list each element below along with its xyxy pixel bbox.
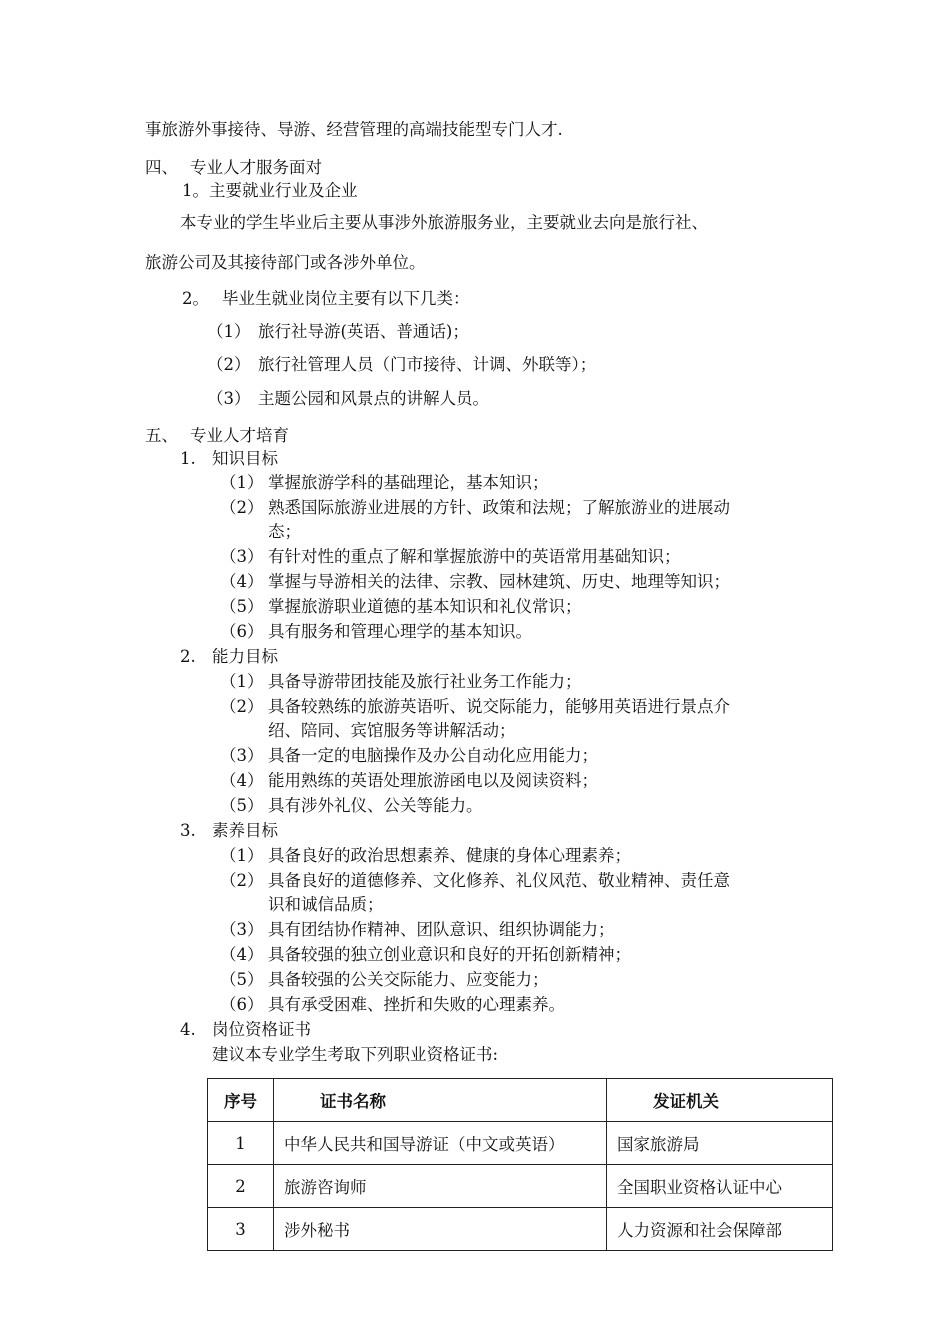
ability-item-number: （2） (220, 697, 264, 716)
job-item-text: 旅行社管理人员（门市接待、计调、外联等）； (258, 355, 597, 374)
table-row (208, 1165, 833, 1208)
knowledge-item-number: （6） (220, 622, 264, 641)
quality-item-continuation: 识和诚信品质； (268, 895, 384, 914)
knowledge-item-number: （4） (220, 572, 264, 591)
quality-item-number: （6） (220, 995, 264, 1014)
certificate-number: 4. (180, 1020, 196, 1039)
quality-item-text: 具备较强的公关交际能力、应变能力； (268, 970, 549, 989)
table-header-index: 序号 (208, 1079, 274, 1122)
knowledge-number: 1. (180, 449, 196, 468)
ability-item-number: （3） (220, 746, 264, 765)
section4-paragraph-line-2: 旅游公司及其接待部门或各涉外单位。 (145, 253, 426, 272)
table-cell-certificate: 涉外秘书 (274, 1208, 607, 1251)
table-cell-index: 2 (208, 1165, 274, 1208)
ability-item-text: 具备一定的电脑操作及办公自动化应用能力； (268, 746, 598, 765)
ability-item-continuation: 绍、陪同、宾馆服务等讲解活动； (268, 721, 516, 740)
knowledge-item-text: 有针对性的重点了解和掌握旅游中的英语常用基础知识； (268, 547, 681, 566)
job-item-number: （1） (207, 322, 251, 341)
knowledge-item-number: （1） (220, 473, 264, 492)
section4-subheading-1: 1。主要就业行业及企业 (182, 181, 358, 200)
quality-item-number: （1） (220, 846, 264, 865)
ability-item-text: 具有涉外礼仪、公关等能力。 (268, 796, 483, 815)
quality-item-text: 具有团结协作精神、团队意识、组织协调能力； (268, 920, 615, 939)
knowledge-item-number: （5） (220, 597, 264, 616)
knowledge-item-text: 掌握与导游相关的法律、宗教、园林建筑、历史、地理等知识； (268, 572, 730, 591)
quality-item-number: （2） (220, 871, 264, 890)
section4-title: 专业人才服务面对 (190, 158, 322, 177)
quality-item-number: （3） (220, 920, 264, 939)
table-cell-issuer: 人力资源和社会保障部 (607, 1208, 833, 1251)
quality-title: 素养目标 (212, 821, 278, 840)
job-item-number: （3） (207, 389, 251, 408)
quality-item-text: 具备良好的政治思想素养、健康的身体心理素养； (268, 846, 631, 865)
ability-number: 2. (180, 647, 196, 666)
knowledge-item-number: （3） (220, 547, 264, 566)
table-cell-issuer: 全国职业资格认证中心 (607, 1165, 833, 1208)
knowledge-item-text: 熟悉国际旅游业进展的方针、政策和法规；了解旅游业的进展动 (268, 498, 730, 517)
ability-item-number: （1） (220, 672, 264, 691)
job-item-number: （2） (207, 355, 251, 374)
quality-item-number: （4） (220, 945, 264, 964)
quality-number: 3. (180, 821, 196, 840)
job-item-text: 主题公园和风景点的讲解人员。 (258, 389, 489, 408)
table-cell-index: 1 (208, 1122, 274, 1165)
ability-item-text: 能用熟练的英语处理旅游函电以及阅读资料； (268, 771, 598, 790)
certificate-title: 岗位资格证书 (212, 1020, 311, 1039)
ability-item-number: （4） (220, 771, 264, 790)
section4-subheading-2: 毕业生就业岗位主要有以下几类： (222, 289, 470, 308)
job-item-text: 旅行社导游(英语、普通话)； (258, 322, 469, 341)
knowledge-item-text: 具有服务和管理心理学的基本知识。 (268, 622, 532, 641)
table-header-certificate: 证书名称 (274, 1079, 607, 1122)
knowledge-item-text: 掌握旅游学科的基础理论，基本知识； (268, 473, 549, 492)
table-cell-certificate: 旅游咨询师 (274, 1165, 607, 1208)
knowledge-item-text: 掌握旅游职业道德的基本知识和礼仪常识； (268, 597, 582, 616)
quality-item-text: 具备良好的道德修养、文化修养、礼仪风范、敬业精神、责任意 (268, 871, 730, 890)
table-row (208, 1208, 833, 1251)
quality-item-text: 具备较强的独立创业意识和良好的开拓创新精神； (268, 945, 631, 964)
knowledge-item-number: （2） (220, 498, 264, 517)
certificate-table (207, 1078, 833, 1251)
ability-item-number: （5） (220, 796, 264, 815)
table-header-issuer: 发证机关 (607, 1079, 833, 1122)
certificate-intro: 建议本专业学生考取下列职业资格证书: (212, 1045, 499, 1064)
section4-paragraph-line-1: 本专业的学生毕业后主要从事涉外旅游服务业，主要就业去向是旅行社、 (180, 213, 708, 232)
table-row (208, 1122, 833, 1165)
section4-number: 四、 (145, 158, 178, 177)
ability-title: 能力目标 (212, 647, 278, 666)
table-cell-index: 3 (208, 1208, 274, 1251)
ability-item-text: 具备导游带团技能及旅行社业务工作能力； (268, 672, 582, 691)
knowledge-title: 知识目标 (212, 449, 278, 468)
table-cell-issuer: 国家旅游局 (607, 1122, 833, 1165)
knowledge-item-continuation: 态； (268, 522, 301, 541)
quality-item-number: （5） (220, 970, 264, 989)
intro-tail-text: 事旅游外事接待、导游、经营管理的高端技能型专门人才. (145, 120, 563, 139)
section4-subheading-2-number: 2。 (182, 289, 209, 308)
section5-title: 专业人才培育 (190, 426, 289, 445)
quality-item-text: 具有承受困难、挫折和失败的心理素养。 (268, 995, 565, 1014)
ability-item-text: 具备较熟练的旅游英语听、说交际能力，能够用英语进行景点介 (268, 697, 730, 716)
table-header-row (208, 1079, 833, 1122)
table-cell-certificate: 中华人民共和国导游证（中文或英语） (274, 1122, 607, 1165)
section5-number: 五、 (145, 426, 178, 445)
